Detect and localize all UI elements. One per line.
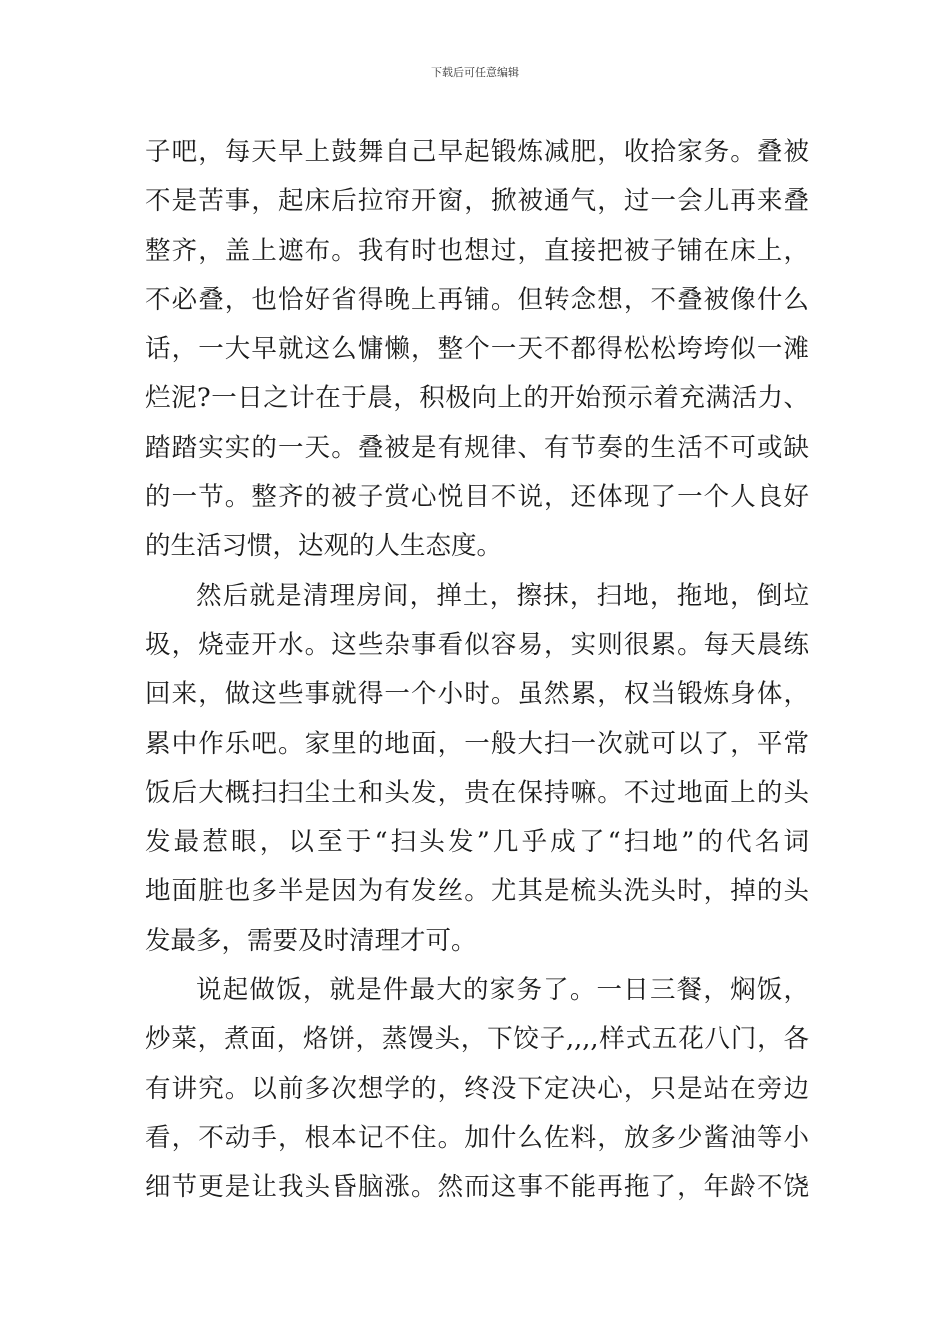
text-line: 回来，做这些事就得一个小时。虽然累，权当锻炼身体， <box>145 679 809 710</box>
text-line: 的一节。整齐的被子赏心悦目不说，还体现了一个人良好 <box>145 482 809 513</box>
text-line: 圾，烧壶开水。这些杂事看似容易，实则很累。每天晨练 <box>145 629 809 660</box>
text-line: 话，一大早就这么慵懒，整个一天不都得松松垮垮似一滩 <box>145 334 809 365</box>
text-line: 的生活习惯，达观的人生态度。 <box>145 531 503 562</box>
text-line: 看，不动手，根本记不住。加什么佐料，放多少酱油等小 <box>145 1122 809 1153</box>
text-line: 整齐，盖上遮布。我有时也想过，直接把被子铺在床上， <box>145 235 809 266</box>
text-line: 细节更是让我头昏脑涨。然而这事不能再拖了，年龄不饶 <box>145 1172 809 1203</box>
text-line: 有讲究。以前多次想学的，终没下定决心，只是站在旁边 <box>145 1073 809 1104</box>
text-line: 累中作乐吧。家里的地面，一般大扫一次就可以了，平常 <box>145 728 809 759</box>
body-text <box>145 128 809 1213</box>
text-line: 发最惹眼，以至于“扫头发”几乎成了“扫地”的代名词 <box>145 827 809 858</box>
text-line: 炒菜，煮面，烙饼，蒸馒头，下饺子,,,,样式五花八门，各 <box>145 1024 809 1055</box>
text-line: 不必叠，也恰好省得晚上再铺。但转念想，不叠被像什么 <box>145 284 809 315</box>
text-line: 说起做饭，就是件最大的家务了。一日三餐，焖饭， <box>196 975 809 1006</box>
text-line: 然后就是清理房间，掸土，擦抹，扫地，拖地，倒垃 <box>196 580 809 611</box>
text-line: 不是苦事，起床后拉帘开窗，掀被通气，过一会儿再来叠 <box>145 186 809 217</box>
text-line: 踏踏实实的一天。叠被是有规律、有节奏的生活不可或缺 <box>145 432 809 463</box>
text-line: 发最多，需要及时清理才可。 <box>145 925 477 956</box>
text-line: 烂泥?一日之计在于晨，积极向上的开始预示着充满活力、 <box>145 383 809 414</box>
page-header: 下载后可任意编辑 <box>431 66 519 79</box>
text-line: 饭后大概扫扫尘土和头发，贵在保持嘛。不过地面上的头 <box>145 777 809 808</box>
text-line: 地面脏也多半是因为有发丝。尤其是梳头洗头时，掉的头 <box>145 876 809 907</box>
text-line: 子吧，每天早上鼓舞自己早起锻炼减肥，收拾家务。叠被 <box>145 137 809 167</box>
